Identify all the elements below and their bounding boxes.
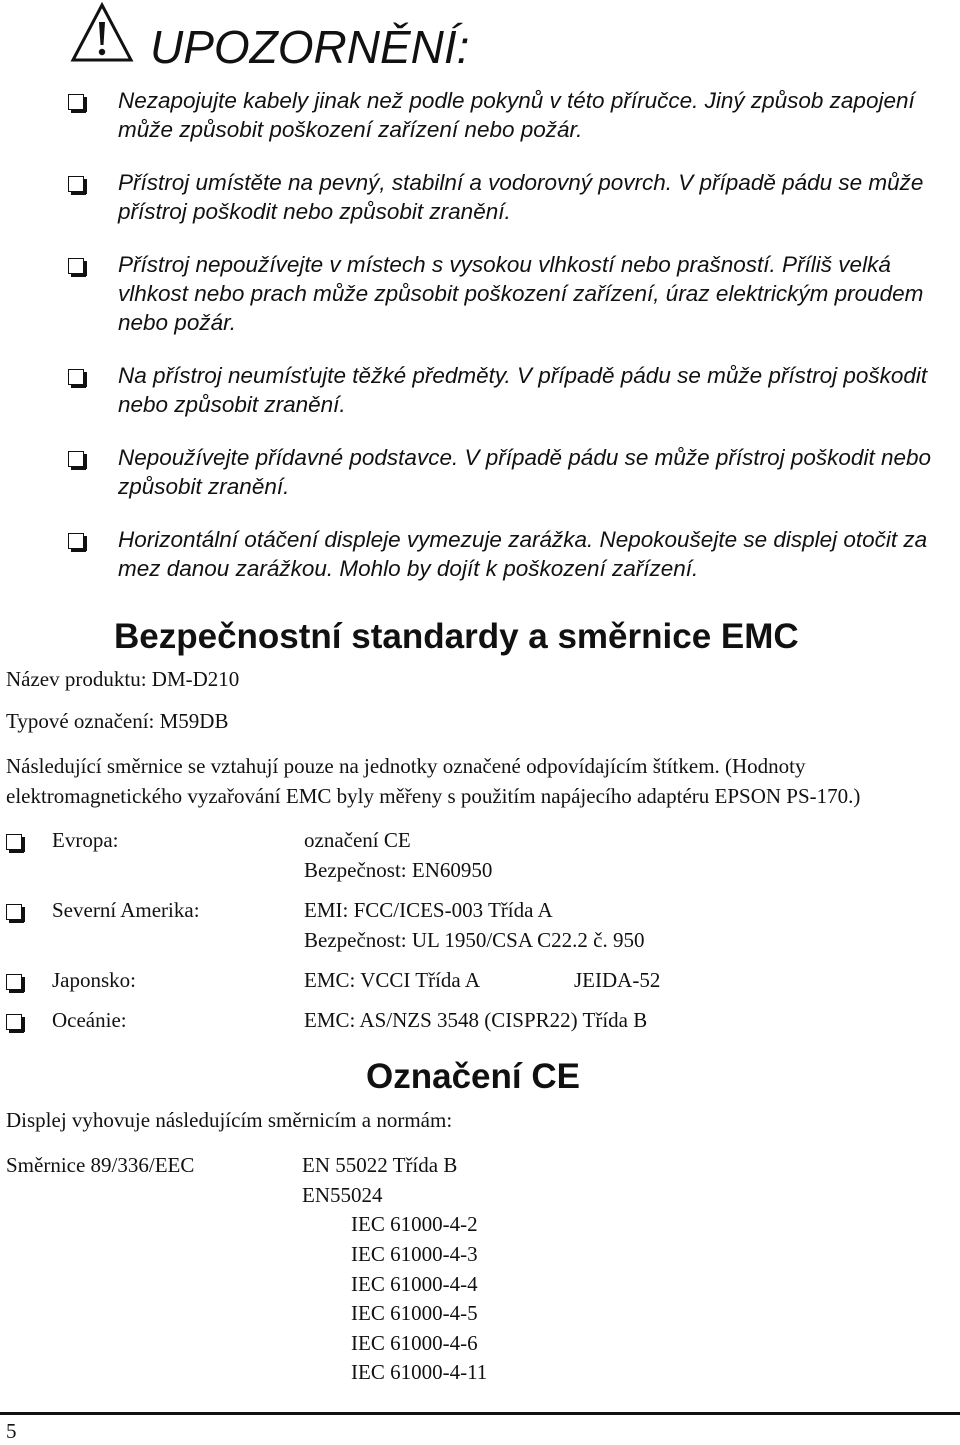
warning-item-text: Na přístroj neumísťujte těžké předměty. V případě pádu se může přístroj poškodit nebo způsobit zranění. [118, 363, 928, 417]
standard-value: označení CE [304, 828, 411, 852]
ce-intro: Displej vyhovuje následujícím směrnicím a normám: [6, 1108, 453, 1132]
iec-norm: IEC 61000-4-6 [351, 1331, 478, 1355]
ce-directive: Směrnice 89/336/EEC [6, 1153, 195, 1177]
warning-triangle-icon [70, 2, 134, 64]
ce-norm: EN55024 [302, 1183, 383, 1207]
checkbox-bullet-icon [68, 176, 84, 192]
warning-item [68, 443, 948, 501]
standard-region: Evropa: [52, 828, 119, 852]
emc-section-title: Bezpečnostní standardy a směrnice EMC [114, 617, 799, 656]
standard-extra-value: JEIDA-52 [574, 968, 661, 992]
footer-rule [0, 1412, 960, 1415]
checkbox-bullet-icon [68, 451, 84, 467]
standard-value: EMC: AS/NZS 3548 (CISPR22) Třída B [304, 1008, 648, 1032]
warning-item [68, 168, 948, 226]
checkbox-bullet-icon [6, 1014, 22, 1030]
checkbox-bullet-icon [6, 834, 22, 850]
iec-norm: IEC 61000-4-11 [351, 1360, 488, 1384]
warning-item-text: Horizontální otáčení displeje vymezuje zarážka. Nepokoušejte se displej otočit za mez danou zarážkou. Mohlo by dojít k poškození zařízení. [118, 527, 928, 581]
emc-note: Následující směrnice se vztahují pouze na jednotky označené odpovídajícím štítkem. (Hodnoty elektromagnetického vyzařování EMC byly měřeny s použitím napájecího adaptéru EPSON PS-170.) [6, 754, 861, 808]
warning-item [68, 525, 948, 583]
standard-value: EMC: VCCI Třída A [304, 968, 480, 992]
checkbox-bullet-icon [68, 533, 84, 549]
iec-norm: IEC 61000-4-4 [351, 1272, 478, 1296]
type-designation: Typové označení: M59DB [6, 709, 229, 733]
warning-list [68, 86, 948, 583]
warning-item-text: Přístroj umístěte na pevný, stabilní a vodorovný povrch. V případě pádu se může přístroj poškodit nebo způsobit zranění. [118, 170, 924, 224]
standard-region: Japonsko: [52, 968, 136, 992]
standard-value: Bezpečnost: UL 1950/CSA C22.2 č. 950 [304, 928, 645, 952]
warning-item-text: Nepoužívejte přídavné podstavce. V případě pádu se může přístroj poškodit nebo způsobit zranění. [118, 445, 931, 499]
warning-title: UPOZORNĚNÍ: [150, 21, 470, 73]
checkbox-bullet-icon [6, 974, 22, 990]
warning-item-text: Nezapojujte kabely jinak než podle pokynů v této příručce. Jiný způsob zapojení může způsobit poškození zařízení nebo požár. [118, 88, 915, 142]
standard-region: Severní Amerika: [52, 898, 200, 922]
ce-section-title: Označení CE [366, 1057, 580, 1096]
iec-norm: IEC 61000-4-2 [351, 1212, 478, 1236]
iec-norm: IEC 61000-4-3 [351, 1242, 478, 1266]
ce-norm: EN 55022 Třída B [302, 1153, 458, 1177]
checkbox-bullet-icon [6, 904, 22, 920]
page-number: 5 [6, 1419, 17, 1443]
checkbox-bullet-icon [68, 258, 84, 274]
warning-item [68, 86, 948, 144]
warning-item [68, 361, 948, 419]
iec-norm: IEC 61000-4-5 [351, 1301, 478, 1325]
checkbox-bullet-icon [68, 94, 84, 110]
warning-item [68, 250, 948, 337]
product-name: Název produktu: DM-D210 [6, 667, 240, 691]
warning-item-text: Přístroj nepoužívejte v místech s vysokou vlhkostí nebo prašností. Příliš velká vlhkost nebo prach může způsobit poškození zařízení, úraz elektrickým proudem nebo požár. [118, 252, 924, 335]
standard-value: EMI: FCC/ICES-003 Třída A [304, 898, 553, 922]
checkbox-bullet-icon [68, 369, 84, 385]
standard-value: Bezpečnost: EN60950 [304, 858, 493, 882]
standard-region: Oceánie: [52, 1008, 127, 1032]
